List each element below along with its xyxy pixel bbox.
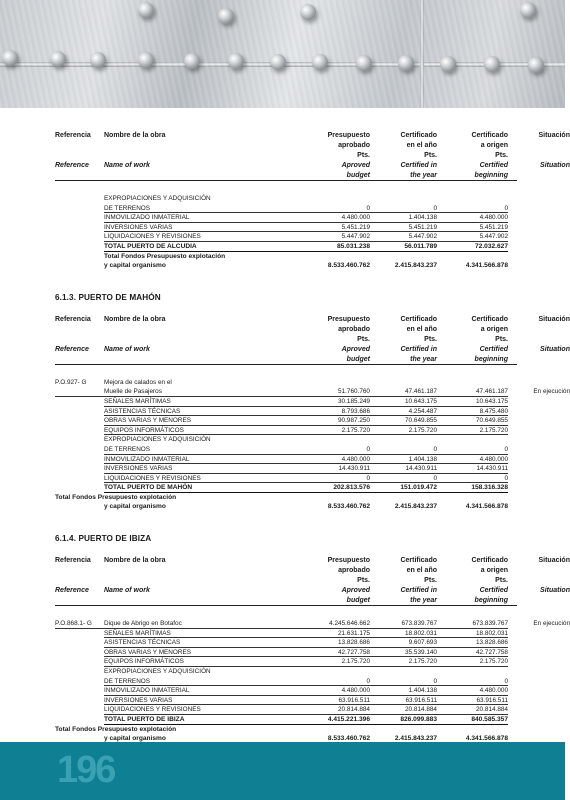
col-header-cert-origin-en: Certified	[479, 162, 508, 169]
rivet-icon	[90, 52, 106, 68]
row-budget: 2.175.720	[341, 658, 370, 666]
fondos-label-2: y capital organismo	[104, 262, 166, 270]
row-budget: 0	[366, 445, 370, 453]
col-header-cert-origin-en-2: beginning	[474, 597, 508, 605]
section-title-mahon: 6.1.3. PUERTO DE MAHÓN	[55, 292, 161, 302]
row-cert-origin: 18.802.031	[476, 629, 508, 637]
row-cert-origin: 63.916.511	[476, 696, 508, 704]
col-header-situation-en: Situation	[540, 162, 570, 169]
total-cert-year: 56.011.789	[404, 242, 437, 250]
fondos-label: Total Fondos Presupuesto explotación	[104, 252, 226, 260]
total-cert-origin: 72.032.627	[474, 242, 508, 250]
row-cert-year: 673.839.767	[401, 620, 437, 628]
table-row	[55, 232, 517, 242]
row-name: SEÑALES MARÍTIMAS	[104, 397, 171, 405]
col-header-cert-year-en-2: the year	[410, 172, 437, 179]
rivet-icon	[270, 54, 286, 70]
table-row	[55, 648, 517, 658]
table-row	[55, 686, 517, 696]
row-cert-origin: 13.828.686	[476, 639, 508, 647]
row-budget: 21.631.175	[338, 629, 370, 637]
rivet-icon	[440, 56, 456, 72]
row-budget: 14.430.911	[338, 465, 370, 473]
col-header-budget-2: aprobado	[338, 567, 370, 575]
rivet-icon	[484, 56, 500, 72]
fondos-cert-year: 2.415.843.237	[394, 503, 437, 511]
col-header-situation-en: Situation	[540, 345, 570, 353]
row-cert-origin: 4.480.000	[479, 214, 508, 222]
rivet-icon	[528, 57, 544, 73]
row-budget: 4.480.000	[341, 455, 370, 463]
row-budget: 0	[366, 474, 370, 482]
row-name: Dique de Abrigo en Botafoc	[104, 620, 182, 628]
col-header-cert-year-unit: Pts.	[424, 152, 437, 159]
row-budget: 4.245.646.662	[329, 620, 370, 628]
col-header-budget-unit: Pts.	[357, 577, 370, 585]
row-name: OBRAS VARIAS Y MENORES	[104, 417, 192, 425]
col-header-cert-origin-en: Certified	[479, 587, 508, 595]
col-header-situation-en: Situation	[540, 587, 570, 595]
col-header-budget-en-2: budget	[346, 355, 370, 363]
total-budget: 85.031.238	[336, 242, 370, 250]
row-cert-origin: 5.447.902	[479, 233, 508, 241]
col-header-reference-en: Reference	[55, 162, 89, 169]
col-header-reference-en: Reference	[55, 345, 89, 353]
row-name: Mejora de calados en el	[104, 378, 172, 386]
total-budget: 202.813.576	[333, 484, 370, 492]
row-budget: 4.480.000	[341, 687, 370, 695]
rivet-icon	[138, 52, 154, 68]
row-reference: P.O.868.1- G	[55, 620, 92, 628]
row-cert-year: 2.175.720	[408, 426, 437, 434]
table-row	[55, 455, 517, 465]
col-header-budget-en-2: budget	[346, 597, 370, 605]
row-cert-year: 0	[433, 677, 437, 685]
row-cert-year: 0	[433, 204, 437, 212]
fondos-cert-origin: 4.341.566.878	[465, 735, 508, 743]
table-row	[55, 223, 517, 233]
row-budget: 20.814.884	[338, 706, 370, 714]
row-budget: 5.447.902	[341, 233, 370, 241]
fondos-cert-origin: 4.341.566.878	[465, 503, 508, 511]
col-header-budget: Presupuesto	[327, 315, 370, 323]
row-budget: 4.480.000	[341, 214, 370, 222]
table-row	[55, 667, 517, 677]
col-header-budget-2: aprobado	[338, 142, 370, 149]
row-name: INVERSIONES VARIAS	[104, 223, 173, 231]
row-cert-year: 0	[433, 474, 437, 482]
fondos-budget: 8.533.460.762	[327, 262, 370, 270]
total-row	[55, 242, 517, 252]
rivet-icon	[520, 2, 536, 18]
row-cert-origin: 10.643.175	[476, 397, 508, 405]
table-row	[55, 677, 517, 687]
row-name: EQUIPOS INFORMÁTICOS	[104, 426, 184, 434]
col-header-reference-en: Reference	[55, 587, 89, 595]
row-cert-year: 20.814.884	[405, 706, 437, 714]
col-header-cert-origin-unit: Pts.	[495, 577, 508, 585]
col-header-cert-origin-2: a origen	[480, 325, 508, 333]
row-cert-year: 5.451.219	[408, 223, 437, 231]
row-cert-year: 9.607.693	[408, 639, 437, 647]
table-row	[55, 657, 517, 667]
rivet-icon	[2, 50, 18, 66]
row-cert-year: 18.802.031	[405, 629, 437, 637]
col-header-cert-origin: Certificado	[471, 132, 508, 139]
total-label: TOTAL PUERTO DE MAHÓN	[104, 484, 193, 492]
row-situation: En ejecución	[533, 388, 570, 396]
rivet-icon	[138, 2, 154, 18]
col-header-reference: Referencia	[55, 315, 91, 323]
col-header-name-en: Name of work	[104, 162, 150, 169]
row-cert-year: 0	[433, 445, 437, 453]
row-name: INVERSIONES VARIAS	[104, 696, 173, 704]
row-cert-origin: 2.175.720	[479, 426, 508, 434]
col-header-name: Nombre de la obra	[104, 132, 166, 139]
row-budget: 13.828.686	[338, 639, 370, 647]
row-cert-year: 1.404.138	[408, 687, 437, 695]
table-row	[55, 464, 517, 474]
col-header-budget-en-2: budget	[346, 172, 370, 179]
table-row	[55, 204, 517, 214]
row-name: INMOVILIZADO INMATERIAL	[104, 455, 190, 463]
fondos-budget: 8.533.460.762	[327, 735, 370, 743]
col-header-cert-year-en-2: the year	[410, 597, 437, 605]
row-cert-origin: 0	[504, 474, 508, 482]
fondos-cert-year: 2.415.843.237	[394, 735, 437, 743]
fondos-row	[55, 725, 517, 735]
table-row	[55, 387, 570, 397]
col-header-reference: Referencia	[55, 557, 91, 565]
col-header-cert-year: Certificado	[400, 315, 437, 323]
row-cert-origin: 70.649.855	[476, 417, 508, 425]
col-header-budget-unit: Pts.	[357, 152, 370, 159]
row-name: LIQUIDACIONES Y REVISIONES	[104, 474, 201, 482]
table-row	[55, 213, 517, 223]
row-cert-year: 1.404.138	[408, 214, 437, 222]
table-row	[55, 474, 517, 484]
row-name-2: Muelle de Pasajeros	[104, 388, 162, 396]
row-budget: 2.175.720	[341, 426, 370, 434]
row-cert-origin: 4.480.000	[479, 455, 508, 463]
row-cert-year: 47.461.187	[405, 388, 437, 396]
row-cert-origin: 0	[504, 677, 508, 685]
col-header-budget-en: Aproved	[341, 587, 370, 595]
col-header-cert-origin-en-2: beginning	[474, 355, 508, 363]
rivet-icon	[356, 55, 372, 71]
table-row	[55, 194, 517, 204]
total-budget: 4.415.221.396	[327, 716, 370, 723]
col-header-budget: Presupuesto	[327, 132, 370, 139]
row-cert-origin: 8.475.480	[479, 407, 508, 415]
row-cert-origin: 5.451.219	[479, 223, 508, 231]
fondos-row	[55, 252, 517, 262]
table-row	[55, 378, 517, 388]
col-header-budget-en: Aproved	[341, 345, 370, 353]
row-name: EXPROPIACIONES Y ADQUISICIÓN	[104, 436, 211, 444]
col-header-cert-year-2: en el año	[406, 142, 437, 149]
row-name: INMOVILIZADO INMATERIAL	[104, 214, 190, 222]
row-cert-year: 10.643.175	[405, 397, 437, 405]
col-header-cert-year-unit: Pts.	[424, 577, 437, 585]
row-name: EXPROPIACIONES Y ADQUISICIÓN	[104, 668, 211, 676]
col-header-cert-origin-unit: Pts.	[495, 152, 508, 159]
row-cert-year: 63.916.511	[405, 696, 437, 704]
row-cert-origin: 14.430.911	[476, 465, 508, 473]
col-header-name-en: Name of work	[104, 345, 150, 353]
row-budget: 51.760.760	[338, 388, 370, 396]
row-budget: 0	[366, 677, 370, 685]
footer-bar	[0, 742, 565, 800]
col-header-cert-year-2: en el año	[406, 325, 437, 333]
col-header-cert-year-en-2: the year	[410, 355, 437, 363]
row-name: DE TERRENOS	[104, 204, 151, 212]
fondos-row	[55, 261, 517, 271]
rivet-icon	[184, 53, 200, 69]
total-label: TOTAL PUERTO DE ALCUDIA	[104, 242, 197, 250]
total-label: TOTAL PUERTO DE IBIZA	[104, 716, 185, 723]
row-name: INMOVILIZADO INMATERIAL	[104, 687, 190, 695]
row-budget: 90.987.250	[338, 417, 370, 425]
row-cert-origin: 673.839.767	[472, 620, 508, 628]
row-name: EXPROPIACIONES Y ADQUISICIÓN	[104, 195, 211, 202]
table-row	[55, 435, 517, 445]
col-header-cert-year-2: en el año	[406, 567, 437, 575]
table-row	[55, 445, 517, 455]
col-header-situation: Situación	[538, 557, 570, 565]
col-header-cert-year-unit: Pts.	[424, 335, 437, 343]
table-row	[55, 619, 570, 629]
row-budget: 30.185.249	[338, 397, 370, 405]
row-budget: 5.451.219	[341, 223, 370, 231]
row-cert-year: 14.430.911	[405, 465, 437, 473]
row-budget: 0	[366, 204, 370, 212]
row-name: ASISTENCIAS TÉCNICAS	[104, 407, 181, 415]
rivet-icon	[228, 53, 244, 69]
table-header-mahon	[55, 315, 570, 368]
row-cert-origin: 20.814.884	[476, 706, 508, 714]
fondos-budget: 8.533.460.762	[327, 503, 370, 511]
fondos-cert-origin: 4.341.566.878	[465, 262, 508, 270]
total-row	[55, 483, 517, 493]
row-name: ASISTENCIAS TÉCNICAS	[104, 639, 181, 647]
page-number: 196	[57, 749, 115, 791]
table-header-alcudia	[55, 132, 570, 184]
col-header-budget-en: Aproved	[341, 162, 370, 169]
fondos-label: Total Fondos Presupuesto explotación	[55, 725, 177, 733]
row-cert-origin: 2.175.720	[479, 658, 508, 666]
col-header-cert-year: Certificado	[400, 132, 437, 139]
fondos-cert-year: 2.415.843.237	[394, 262, 437, 270]
total-cert-origin: 840.585.357	[471, 716, 508, 723]
table-row	[55, 696, 517, 706]
row-name: EQUIPOS INFORMÁTICOS	[104, 658, 184, 666]
total-cert-year: 826.099.883	[400, 716, 437, 723]
col-header-cert-origin: Certificado	[471, 557, 508, 565]
works-tables	[55, 132, 570, 744]
rivet-icon	[50, 51, 66, 67]
row-cert-year: 35.539.140	[405, 648, 437, 656]
rivet-icon	[312, 54, 328, 70]
row-cert-year: 70.649.855	[405, 417, 437, 425]
row-name: SEÑALES MARÍTIMAS	[104, 629, 171, 637]
col-header-cert-year-en: Certified in	[400, 345, 437, 353]
total-row	[55, 715, 517, 725]
fondos-label: Total Fondos Presupuesto explotación	[55, 493, 177, 501]
row-budget: 42.727.758	[338, 648, 370, 656]
header-banner-image	[0, 0, 565, 108]
total-cert-origin: 158.316.328	[471, 484, 508, 492]
col-header-name: Nombre de la obra	[104, 315, 166, 323]
total-cert-year: 151.019.472	[400, 484, 437, 492]
rivet-icon	[300, 4, 316, 20]
col-header-name: Nombre de la obra	[104, 557, 166, 565]
row-cert-year: 4.254.487	[408, 407, 437, 415]
col-header-cert-origin: Certificado	[471, 315, 508, 323]
col-header-cert-origin-2: a origen	[480, 567, 508, 575]
col-header-cert-year-en: Certified in	[400, 162, 437, 169]
table-row	[55, 705, 517, 715]
col-header-cert-origin-en-2: beginning	[474, 172, 508, 179]
section-title-ibiza: 6.1.4. PUERTO DE IBIZA	[55, 534, 152, 544]
row-cert-origin: 42.727.758	[476, 648, 508, 656]
col-header-budget-unit: Pts.	[357, 335, 370, 343]
row-name: DE TERRENOS	[104, 445, 151, 453]
row-name: OBRAS VARIAS Y MENORES	[104, 648, 192, 656]
table-row	[55, 416, 517, 426]
row-cert-year: 5.447.902	[408, 233, 437, 241]
row-cert-origin: 0	[504, 204, 508, 212]
col-header-reference: Referencia	[55, 132, 91, 139]
row-situation: En ejecución	[533, 620, 570, 628]
rivet-icon	[398, 55, 414, 71]
col-header-name-en: Name of work	[104, 587, 150, 595]
row-budget: 63.916.511	[338, 696, 370, 704]
col-header-cert-year-en: Certified in	[400, 587, 437, 595]
banner-seam-vertical	[420, 0, 424, 108]
row-cert-year: 1.404.138	[408, 455, 437, 463]
row-budget: 8.793.686	[341, 407, 370, 415]
col-header-budget-2: aprobado	[338, 325, 370, 333]
row-cert-origin: 0	[504, 445, 508, 453]
fondos-row	[55, 493, 517, 503]
table-row	[55, 629, 517, 639]
row-reference: P.O.927- G	[55, 378, 87, 386]
fondos-label-2: y capital organismo	[104, 735, 166, 743]
row-name: LIQUIDACIONES Y REVISIONES	[104, 233, 201, 241]
row-name: INVERSIONES VARIAS	[104, 465, 173, 473]
table-header-ibiza	[55, 557, 570, 609]
col-header-cert-origin-unit: Pts.	[495, 335, 508, 343]
header-divider	[55, 364, 517, 365]
row-name: DE TERRENOS	[104, 677, 151, 685]
row-cert-origin: 4.480.000	[479, 687, 508, 695]
table-row	[55, 407, 517, 417]
col-header-situation: Situación	[538, 132, 570, 139]
header-divider	[55, 605, 517, 606]
col-header-situation: Situación	[538, 315, 570, 323]
table-row	[55, 638, 517, 648]
fondos-label-2: y capital organismo	[104, 503, 166, 511]
col-header-cert-origin-2: a origen	[480, 142, 508, 149]
fondos-row	[55, 502, 517, 512]
table-row	[55, 426, 517, 436]
row-name: LIQUIDACIONES Y REVISIONES	[104, 706, 201, 714]
col-header-budget: Presupuesto	[327, 557, 370, 565]
row-cert-origin: 47.461.187	[476, 388, 508, 396]
rivet-icon	[218, 8, 234, 24]
col-header-cert-origin-en: Certified	[479, 345, 508, 353]
col-header-cert-year: Certificado	[400, 557, 437, 565]
table-row	[55, 397, 517, 407]
header-divider	[55, 180, 517, 181]
row-cert-year: 2.175.720	[408, 658, 437, 666]
